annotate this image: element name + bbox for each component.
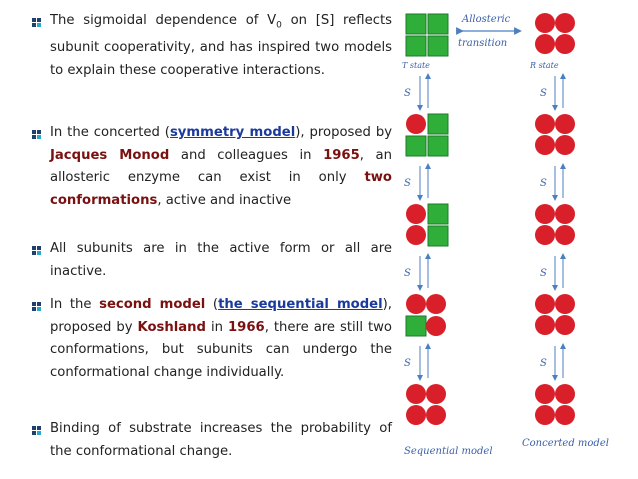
sequential-model-link[interactable]: the sequential model: [218, 297, 383, 312]
sequential-state-3: [406, 294, 446, 336]
svg-text:S: S: [540, 358, 547, 369]
bullet-marker-icon: [32, 18, 41, 27]
bullet-sequential: In the second model (the sequential model), proposed by Koshland in 1966, there are still two conformations, but subunits can undergo the conformational change individually.: [32, 294, 392, 384]
allosteric-label: Allosteric: [462, 14, 511, 25]
concerted-state-2: [535, 204, 575, 245]
sequential-state-2: [406, 204, 448, 246]
bullet-concerted: In the concerted (symmetry model), proposed by Jacques Monod and colleagues in 1965, an allosteric enzyme can exist in only two conformations, active and inactive: [32, 122, 392, 212]
bullet-sigmoidal: The sigmoidal dependence of $V_0$ on [S] reflects subunit cooperativity, and has inspired two models to explain these cooperative interactions.: [32, 10, 392, 82]
svg-text:S: S: [540, 178, 547, 189]
svg-text:S: S: [540, 88, 547, 99]
bullet-marker-icon: [32, 246, 41, 255]
symmetry-model-link[interactable]: symmetry model: [169, 125, 296, 140]
svg-text:S: S: [404, 268, 411, 279]
svg-text:S: S: [404, 358, 411, 369]
bullet-binding: Binding of substrate increases the probability of the conformational change.: [32, 418, 392, 463]
svg-text:S: S: [404, 178, 411, 189]
allosteric-models-figure: [400, 6, 632, 466]
bullet-marker-icon: [32, 302, 41, 311]
concerted-model-label: Concerted model: [522, 438, 609, 449]
concerted-state-0: [535, 13, 575, 54]
transition-label: transition: [458, 38, 508, 49]
bullet-marker-icon: [32, 426, 41, 435]
r-state-label: R state: [530, 61, 559, 70]
bullet-subunits: All subunits are in the active form or all are inactive.: [32, 238, 392, 283]
sequential-model-label: Sequential model: [404, 446, 493, 457]
sequential-state-4: [406, 384, 446, 425]
svg-text:S: S: [404, 88, 411, 99]
svg-text:S: S: [540, 268, 547, 279]
sequential-state-1: [406, 114, 448, 156]
bullet-marker-icon: [32, 130, 41, 139]
t-state-label: T state: [402, 61, 430, 70]
concerted-state-1: [535, 114, 575, 155]
sequential-state-0: [406, 14, 448, 56]
concerted-state-3: [535, 294, 575, 335]
concerted-state-4: [535, 384, 575, 425]
